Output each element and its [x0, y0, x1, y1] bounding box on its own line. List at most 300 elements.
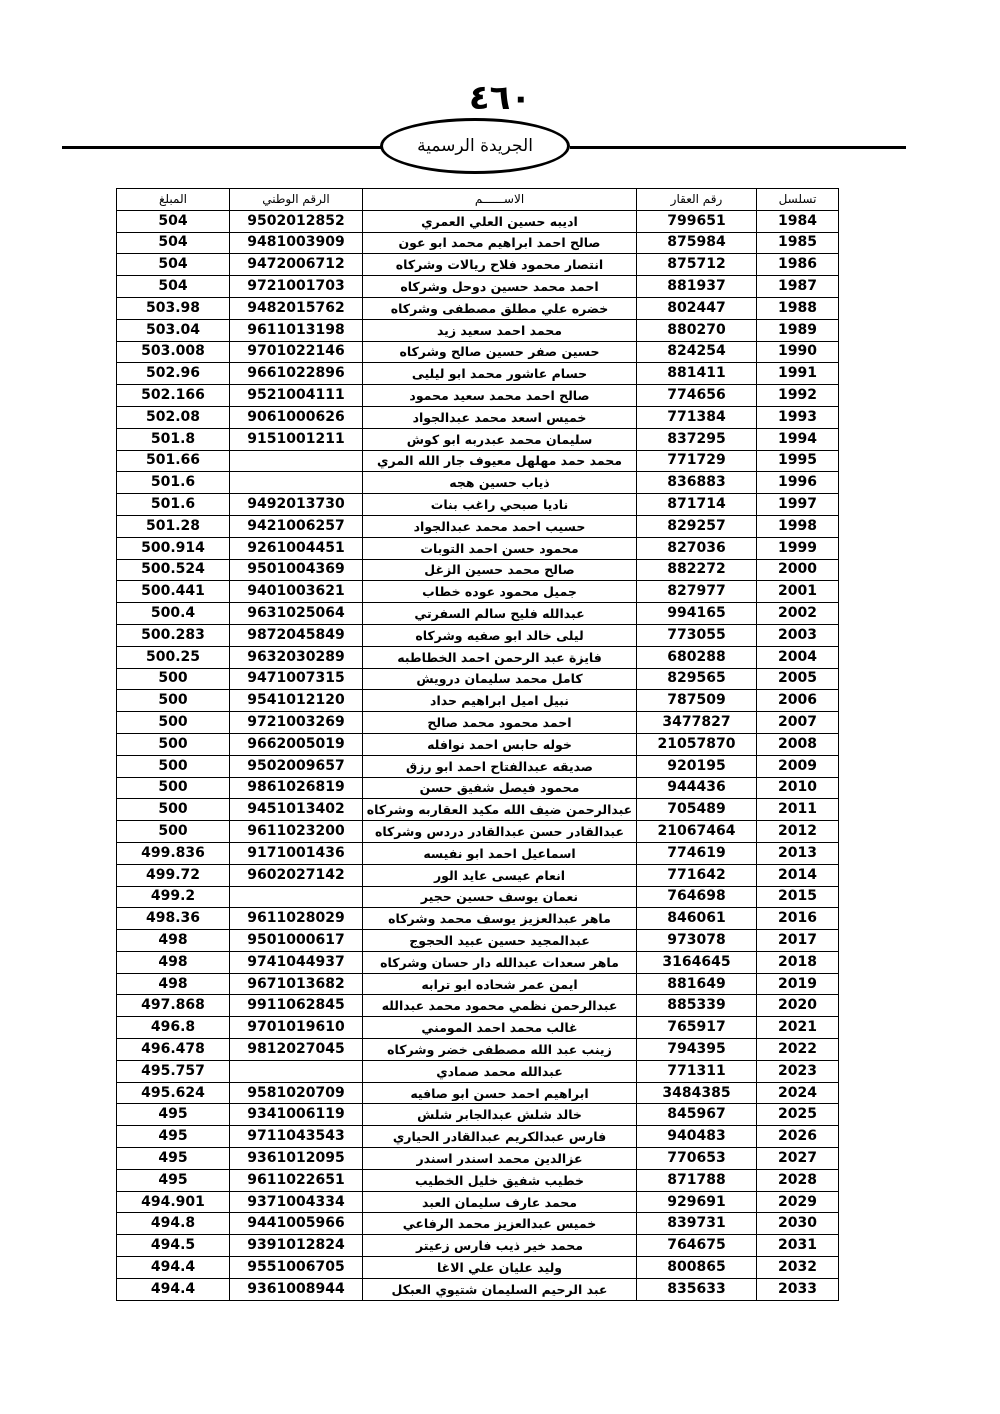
- cell-property-number: 881649: [637, 973, 757, 995]
- cell-property-number: 771311: [637, 1060, 757, 1082]
- cell-national-number: 9061000626: [230, 406, 363, 428]
- cell-national-number: 9341006119: [230, 1104, 363, 1126]
- cell-serial: 2030: [757, 1213, 839, 1235]
- cell-serial: 1989: [757, 319, 839, 341]
- cell-property-number: 770653: [637, 1148, 757, 1170]
- table-row: [117, 712, 839, 734]
- cell-amount: 498: [117, 951, 230, 973]
- cell-national-number: [230, 886, 363, 908]
- cell-national-number: [230, 472, 363, 494]
- table-row: [117, 1104, 839, 1126]
- cell-serial: 2011: [757, 799, 839, 821]
- cell-name: فارس عبدالكريم عبدالقادر الحياري: [363, 1126, 637, 1148]
- cell-serial: 1993: [757, 406, 839, 428]
- cell-property-number: 837295: [637, 428, 757, 450]
- header-rule-right: [570, 146, 906, 149]
- cell-property-number: 836883: [637, 472, 757, 494]
- cell-name: ليلى خالد ابو صفيه وشركاه: [363, 624, 637, 646]
- table-row: [117, 930, 839, 952]
- cell-amount: 498: [117, 973, 230, 995]
- cell-serial: 1985: [757, 232, 839, 254]
- cell-serial: 2021: [757, 1017, 839, 1039]
- table-row: [117, 515, 839, 537]
- cell-serial: 2023: [757, 1060, 839, 1082]
- gazette-title: الجريدة الرسمية: [417, 136, 533, 156]
- cell-national-number: 9711043543: [230, 1126, 363, 1148]
- cell-national-number: 9482015762: [230, 297, 363, 319]
- cell-property-number: 881937: [637, 276, 757, 298]
- table-row: [117, 1191, 839, 1213]
- cell-amount: 500: [117, 690, 230, 712]
- cell-national-number: 9611028029: [230, 908, 363, 930]
- cell-amount: 500: [117, 712, 230, 734]
- table-row: [117, 319, 839, 341]
- table-row: [117, 1039, 839, 1061]
- cell-name: صالح احمد ابراهيم محمد ابو عون: [363, 232, 637, 254]
- cell-national-number: 9671013682: [230, 973, 363, 995]
- cell-amount: 501.28: [117, 515, 230, 537]
- cell-serial: 1992: [757, 385, 839, 407]
- cell-national-number: 9631025064: [230, 603, 363, 625]
- table-row: [117, 1082, 839, 1104]
- cell-serial: 2001: [757, 581, 839, 603]
- cell-amount: 500.283: [117, 624, 230, 646]
- cell-property-number: 827036: [637, 537, 757, 559]
- cell-amount: 495.757: [117, 1060, 230, 1082]
- cell-property-number: 829257: [637, 515, 757, 537]
- cell-name: احمد محمد حسين دوحل وشركاه: [363, 276, 637, 298]
- cell-serial: 2026: [757, 1126, 839, 1148]
- cell-property-number: 765917: [637, 1017, 757, 1039]
- cell-national-number: 9421006257: [230, 515, 363, 537]
- cell-property-number: 21067464: [637, 821, 757, 843]
- table-row: [117, 777, 839, 799]
- cell-name: انتصار محمود فلاح ريالات وشركاه: [363, 254, 637, 276]
- cell-property-number: 799651: [637, 210, 757, 232]
- cell-name: عبدالرحمن ضيف الله مكيد العقاربه وشركاه: [363, 799, 637, 821]
- table-row: [117, 363, 839, 385]
- cell-amount: 499.2: [117, 886, 230, 908]
- cell-serial: 2008: [757, 733, 839, 755]
- cell-property-number: 774656: [637, 385, 757, 407]
- cell-amount: 502.96: [117, 363, 230, 385]
- cell-property-number: 800865: [637, 1257, 757, 1279]
- cell-amount: 500.25: [117, 646, 230, 668]
- cell-property-number: 940483: [637, 1126, 757, 1148]
- cell-name: محمد حمد مهلهل معيوف جار الله المري: [363, 450, 637, 472]
- cell-national-number: 9661022896: [230, 363, 363, 385]
- cell-amount: 503.008: [117, 341, 230, 363]
- cell-name: حسام عاشور محمد ابو ليليى: [363, 363, 637, 385]
- cell-name: محمود فيصل شفيق حسن: [363, 777, 637, 799]
- cell-amount: 494.901: [117, 1191, 230, 1213]
- cell-amount: 495: [117, 1104, 230, 1126]
- cell-name: ايمن عمر شحاده ابو ترابه: [363, 973, 637, 995]
- header-rule-left: [62, 146, 387, 149]
- cell-serial: 1994: [757, 428, 839, 450]
- cell-national-number: 9611013198: [230, 319, 363, 341]
- cell-name: محمد احمد سعيد زيد: [363, 319, 637, 341]
- table-row: [117, 232, 839, 254]
- cell-name: عبدالرحمن نظمي محمود محمد عبدالله: [363, 995, 637, 1017]
- cell-name: انعام عيسى عايد الور: [363, 864, 637, 886]
- cell-name: اديبه حسين العلي العمري: [363, 210, 637, 232]
- cell-property-number: 771729: [637, 450, 757, 472]
- cell-national-number: 9541012120: [230, 690, 363, 712]
- cell-property-number: 802447: [637, 297, 757, 319]
- cell-amount: 500: [117, 777, 230, 799]
- cell-name: حسين صفر حسين صالح وشركاه: [363, 341, 637, 363]
- table-row: [117, 1169, 839, 1191]
- cell-name: ابراهيم احمد حسن ابو صافيه: [363, 1082, 637, 1104]
- table-row: [117, 668, 839, 690]
- cell-name: غالب محمد احمد المومني: [363, 1017, 637, 1039]
- cell-property-number: 845967: [637, 1104, 757, 1126]
- cell-national-number: 9741044937: [230, 951, 363, 973]
- cell-national-number: 9611023200: [230, 821, 363, 843]
- cell-amount: 495: [117, 1126, 230, 1148]
- table-row: [117, 1257, 839, 1279]
- cell-property-number: 773055: [637, 624, 757, 646]
- cell-national-number: 9581020709: [230, 1082, 363, 1104]
- table-row: [117, 428, 839, 450]
- column-header-national-number: الرقم الوطني: [230, 189, 363, 211]
- cell-amount: 504: [117, 232, 230, 254]
- cell-serial: 1996: [757, 472, 839, 494]
- cell-amount: 496.8: [117, 1017, 230, 1039]
- cell-amount: 504: [117, 276, 230, 298]
- cell-amount: 503.98: [117, 297, 230, 319]
- cell-national-number: 9721001703: [230, 276, 363, 298]
- cell-serial: 2025: [757, 1104, 839, 1126]
- table-row: [117, 842, 839, 864]
- cell-serial: 1987: [757, 276, 839, 298]
- cell-national-number: 9471007315: [230, 668, 363, 690]
- cell-serial: 2015: [757, 886, 839, 908]
- cell-name: اسماعيل احمد ابو نفيسه: [363, 842, 637, 864]
- cell-name: احمد محمود محمد صالح: [363, 712, 637, 734]
- cell-serial: 2031: [757, 1235, 839, 1257]
- cell-national-number: [230, 450, 363, 472]
- cell-property-number: 771384: [637, 406, 757, 428]
- cell-serial: 2019: [757, 973, 839, 995]
- cell-national-number: 9502009657: [230, 755, 363, 777]
- cell-amount: 500.914: [117, 537, 230, 559]
- cell-serial: 2022: [757, 1039, 839, 1061]
- cell-name: محمود حسن احمد التوبات: [363, 537, 637, 559]
- cell-name: عبدالمجيد حسين عبيد الحجوج: [363, 930, 637, 952]
- cell-name: محمد عارف سليمان العبد: [363, 1191, 637, 1213]
- cell-amount: 500.524: [117, 559, 230, 581]
- cell-property-number: 880270: [637, 319, 757, 341]
- cell-serial: 2014: [757, 864, 839, 886]
- table-row: [117, 603, 839, 625]
- table-row: [117, 1278, 839, 1300]
- register-table-body: [117, 210, 839, 1300]
- cell-amount: 500: [117, 668, 230, 690]
- cell-amount: 501.8: [117, 428, 230, 450]
- cell-amount: 500: [117, 821, 230, 843]
- cell-name: حسيب احمد محمد عبدالجواد: [363, 515, 637, 537]
- cell-amount: 494.4: [117, 1278, 230, 1300]
- cell-name: نعمان يوسف حسين حجير: [363, 886, 637, 908]
- cell-serial: 2006: [757, 690, 839, 712]
- cell-property-number: 871788: [637, 1169, 757, 1191]
- cell-serial: 2018: [757, 951, 839, 973]
- cell-amount: 498.36: [117, 908, 230, 930]
- table-row: [117, 864, 839, 886]
- cell-property-number: 21057870: [637, 733, 757, 755]
- cell-serial: 1991: [757, 363, 839, 385]
- cell-property-number: 3484385: [637, 1082, 757, 1104]
- cell-property-number: 920195: [637, 755, 757, 777]
- cell-serial: 1999: [757, 537, 839, 559]
- column-header-property-number: رقم العقار: [637, 189, 757, 211]
- cell-national-number: 9361012095: [230, 1148, 363, 1170]
- cell-national-number: 9611022651: [230, 1169, 363, 1191]
- cell-amount: 502.166: [117, 385, 230, 407]
- table-row: [117, 1213, 839, 1235]
- cell-serial: 2028: [757, 1169, 839, 1191]
- cell-serial: 1986: [757, 254, 839, 276]
- cell-property-number: 875712: [637, 254, 757, 276]
- cell-name: محمد خير ذيب فارس زعيتر: [363, 1235, 637, 1257]
- cell-amount: 500: [117, 799, 230, 821]
- cell-serial: 2029: [757, 1191, 839, 1213]
- cell-national-number: 9721003269: [230, 712, 363, 734]
- cell-amount: 499.836: [117, 842, 230, 864]
- cell-serial: 1984: [757, 210, 839, 232]
- table-row: [117, 581, 839, 603]
- cell-serial: 2004: [757, 646, 839, 668]
- cell-amount: 495: [117, 1148, 230, 1170]
- cell-property-number: 829565: [637, 668, 757, 690]
- cell-national-number: 9632030289: [230, 646, 363, 668]
- cell-amount: 494.5: [117, 1235, 230, 1257]
- cell-name: سليمان محمد عبدربه ابو كوش: [363, 428, 637, 450]
- table-row: [117, 1017, 839, 1039]
- table-row: [117, 210, 839, 232]
- table-row: [117, 537, 839, 559]
- table-row: [117, 406, 839, 428]
- cell-property-number: 882272: [637, 559, 757, 581]
- cell-property-number: 764675: [637, 1235, 757, 1257]
- cell-property-number: 705489: [637, 799, 757, 821]
- table-row: [117, 995, 839, 1017]
- cell-property-number: 944436: [637, 777, 757, 799]
- cell-amount: 495: [117, 1169, 230, 1191]
- cell-name: خميس اسعد محمد عبدالجواد: [363, 406, 637, 428]
- cell-name: صالح محمد حسين الزغل: [363, 559, 637, 581]
- table-row: [117, 559, 839, 581]
- cell-amount: 500.441: [117, 581, 230, 603]
- table-row: [117, 341, 839, 363]
- cell-serial: 2009: [757, 755, 839, 777]
- cell-amount: 504: [117, 254, 230, 276]
- cell-national-number: 9861026819: [230, 777, 363, 799]
- column-header-name: الاســــــم: [363, 189, 637, 211]
- cell-serial: 2033: [757, 1278, 839, 1300]
- cell-name: عبدالله محمد صمادي: [363, 1060, 637, 1082]
- cell-national-number: 9521004111: [230, 385, 363, 407]
- cell-serial: 2017: [757, 930, 839, 952]
- table-row: [117, 755, 839, 777]
- cell-national-number: 9451013402: [230, 799, 363, 821]
- cell-national-number: 9502012852: [230, 210, 363, 232]
- table-row: [117, 1148, 839, 1170]
- table-row: [117, 624, 839, 646]
- cell-amount: 494.8: [117, 1213, 230, 1235]
- cell-name: عبد الرحيم السليمان شتيوي العبكل: [363, 1278, 637, 1300]
- cell-serial: 1998: [757, 515, 839, 537]
- cell-national-number: 9361008944: [230, 1278, 363, 1300]
- cell-national-number: 9551006705: [230, 1257, 363, 1279]
- table-row: [117, 821, 839, 843]
- table-row: [117, 297, 839, 319]
- table-row: [117, 1060, 839, 1082]
- cell-property-number: 994165: [637, 603, 757, 625]
- cell-serial: 1988: [757, 297, 839, 319]
- cell-name: زينب عبد الله مصطفى خضر وشركاه: [363, 1039, 637, 1061]
- cell-property-number: 680288: [637, 646, 757, 668]
- cell-serial: 2032: [757, 1257, 839, 1279]
- cell-amount: 501.66: [117, 450, 230, 472]
- cell-name: صالح احمد محمد سعيد محمود: [363, 385, 637, 407]
- cell-national-number: 9171001436: [230, 842, 363, 864]
- table-row: [117, 951, 839, 973]
- cell-national-number: 9472006712: [230, 254, 363, 276]
- table-row: [117, 450, 839, 472]
- page-number: ٤٦٠: [468, 78, 532, 118]
- cell-serial: 2003: [757, 624, 839, 646]
- cell-amount: 498: [117, 930, 230, 952]
- table-row: [117, 494, 839, 516]
- register-table: [116, 188, 839, 1301]
- cell-national-number: 9481003909: [230, 232, 363, 254]
- cell-name: فايزة عبد الرحمن احمد الخطاطبه: [363, 646, 637, 668]
- table-row: [117, 385, 839, 407]
- cell-amount: 501.6: [117, 472, 230, 494]
- table-header-row: [117, 189, 839, 211]
- cell-amount: 494.4: [117, 1257, 230, 1279]
- cell-national-number: 9701019610: [230, 1017, 363, 1039]
- table-row: [117, 1235, 839, 1257]
- cell-name: خوله حابس احمد نوافله: [363, 733, 637, 755]
- cell-property-number: 885339: [637, 995, 757, 1017]
- cell-amount: 500.4: [117, 603, 230, 625]
- cell-national-number: 9371004334: [230, 1191, 363, 1213]
- cell-serial: 2012: [757, 821, 839, 843]
- table-row: [117, 799, 839, 821]
- cell-serial: 2000: [757, 559, 839, 581]
- cell-amount: 504: [117, 210, 230, 232]
- cell-property-number: 881411: [637, 363, 757, 385]
- cell-amount: 496.478: [117, 1039, 230, 1061]
- table-row: [117, 276, 839, 298]
- table-row: [117, 1126, 839, 1148]
- cell-amount: 501.6: [117, 494, 230, 516]
- cell-national-number: 9501000617: [230, 930, 363, 952]
- cell-national-number: 9492013730: [230, 494, 363, 516]
- cell-national-number: 9701022146: [230, 341, 363, 363]
- cell-serial: 2020: [757, 995, 839, 1017]
- cell-name: صديقه عبدالفتاح احمد ابو رزق: [363, 755, 637, 777]
- cell-national-number: [230, 1060, 363, 1082]
- cell-property-number: 929691: [637, 1191, 757, 1213]
- cell-national-number: 9441005966: [230, 1213, 363, 1235]
- cell-name: ماهر عبدالعزيز يوسف محمد وشركاه: [363, 908, 637, 930]
- table-row: [117, 472, 839, 494]
- cell-amount: 500: [117, 733, 230, 755]
- cell-national-number: 9401003621: [230, 581, 363, 603]
- cell-name: عبدالله فليح سالم السفرتي: [363, 603, 637, 625]
- cell-property-number: 764698: [637, 886, 757, 908]
- cell-national-number: 9602027142: [230, 864, 363, 886]
- cell-national-number: 9151001211: [230, 428, 363, 450]
- cell-property-number: 787509: [637, 690, 757, 712]
- cell-property-number: 846061: [637, 908, 757, 930]
- cell-property-number: 835633: [637, 1278, 757, 1300]
- cell-amount: 500: [117, 755, 230, 777]
- cell-name: جميل محمود عوده خطاب: [363, 581, 637, 603]
- cell-property-number: 871714: [637, 494, 757, 516]
- cell-serial: 2007: [757, 712, 839, 734]
- cell-amount: 502.08: [117, 406, 230, 428]
- cell-property-number: 3164645: [637, 951, 757, 973]
- cell-property-number: 774619: [637, 842, 757, 864]
- cell-name: نبيل اميل ابراهيم حداد: [363, 690, 637, 712]
- cell-name: عزالدين محمد اسندر اسندر: [363, 1148, 637, 1170]
- cell-name: ماهر سعدات عبدالله دار حسان وشركاه: [363, 951, 637, 973]
- table-row: [117, 690, 839, 712]
- cell-national-number: 9501004369: [230, 559, 363, 581]
- cell-serial: 2024: [757, 1082, 839, 1104]
- cell-national-number: 9391012824: [230, 1235, 363, 1257]
- cell-property-number: 3477827: [637, 712, 757, 734]
- table-row: [117, 908, 839, 930]
- cell-serial: 2027: [757, 1148, 839, 1170]
- column-header-serial: تسلسل: [757, 189, 839, 211]
- cell-serial: 2010: [757, 777, 839, 799]
- cell-name: كامل محمد سليمان درويش: [363, 668, 637, 690]
- table-row: [117, 733, 839, 755]
- cell-name: وليد عليان علي الاغا: [363, 1257, 637, 1279]
- cell-name: عبدالقادر حسن عبدالقادر دردس وشركاه: [363, 821, 637, 843]
- cell-serial: 1990: [757, 341, 839, 363]
- cell-serial: 2016: [757, 908, 839, 930]
- cell-property-number: 973078: [637, 930, 757, 952]
- cell-serial: 2013: [757, 842, 839, 864]
- table-row: [117, 646, 839, 668]
- cell-national-number: 9911062845: [230, 995, 363, 1017]
- cell-name: ناديا صبحي راغب بنات: [363, 494, 637, 516]
- cell-serial: 2002: [757, 603, 839, 625]
- column-header-amount: المبلغ: [117, 189, 230, 211]
- cell-property-number: 827977: [637, 581, 757, 603]
- cell-property-number: 794395: [637, 1039, 757, 1061]
- cell-amount: 497.868: [117, 995, 230, 1017]
- cell-amount: 495.624: [117, 1082, 230, 1104]
- cell-serial: 2005: [757, 668, 839, 690]
- cell-property-number: 824254: [637, 341, 757, 363]
- cell-name: خطيب شفيق خليل الخطيب: [363, 1169, 637, 1191]
- cell-name: خالد شلش عبدالجابر شلش: [363, 1104, 637, 1126]
- cell-national-number: 9872045849: [230, 624, 363, 646]
- cell-amount: 499.72: [117, 864, 230, 886]
- cell-property-number: 771642: [637, 864, 757, 886]
- cell-national-number: 9662005019: [230, 733, 363, 755]
- cell-property-number: 875984: [637, 232, 757, 254]
